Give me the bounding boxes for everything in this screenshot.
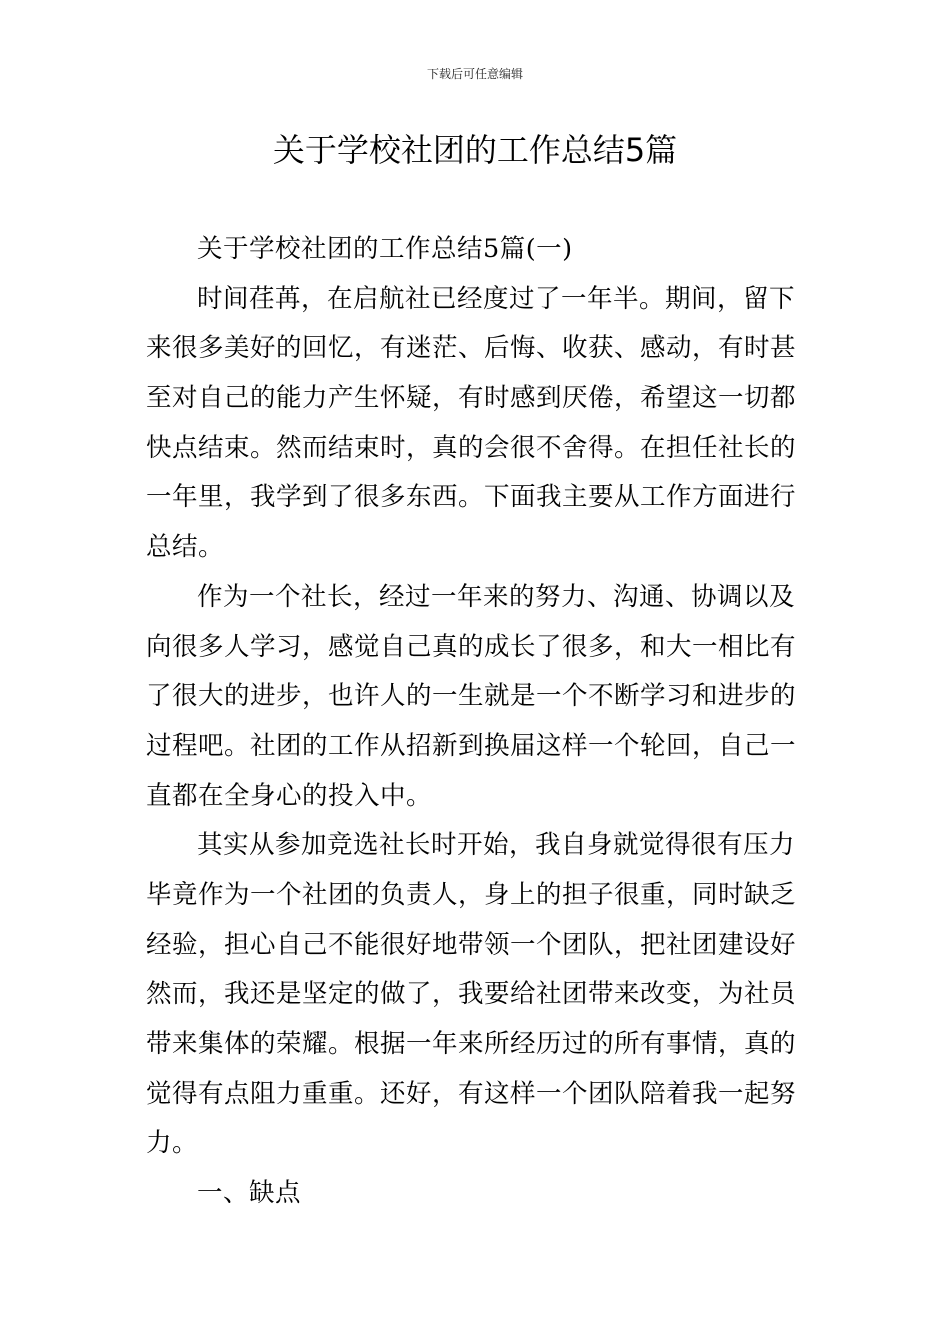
paragraph-line: 了很大的进步，也许人的一生就是一个不断学习和进步的 — [146, 681, 797, 712]
page-header-note: 下载后可任意编辑 — [426, 67, 523, 81]
paragraph-2 — [146, 573, 806, 821]
document-body — [146, 225, 806, 1219]
paragraph-line: 然而，我还是坚定的做了，我要给社团带来改变，为社员 — [146, 979, 797, 1010]
paragraph-line: 快点结束。然而结束时，真的会很不舍得。在担任社长的 — [146, 432, 797, 463]
section-heading: 一、缺点 — [197, 1178, 302, 1209]
paragraph-line: 向很多人学习，感觉自己真的成长了很多，和大一相比有 — [146, 631, 797, 662]
paragraph-1 — [146, 275, 806, 573]
paragraph-line: 其实从参加竞选社长时开始，我自身就觉得很有压力 — [197, 830, 796, 861]
paragraph-line: 直都在全身心的投入中。 — [146, 780, 433, 811]
paragraph-line: 毕竟作为一个社团的负责人，身上的担子很重，同时缺乏 — [146, 879, 797, 910]
paragraph-line: 时间荏苒，在启航社已经度过了一年半。期间，留下 — [197, 283, 796, 314]
paragraph-line: 觉得有点阻力重重。还好，有这样一个团队陪着我一起努 — [146, 1078, 797, 1109]
subtitle: 关于学校社团的工作总结5篇(一) — [197, 234, 573, 264]
paragraph-line: 经验，担心自己不能很好地带领一个团队，把社团建设好 — [146, 929, 797, 960]
paragraph-line: 总结。 — [146, 532, 225, 563]
paragraph-line: 力。 — [146, 1128, 199, 1159]
paragraph-3 — [146, 821, 806, 1169]
paragraph-line: 一年里，我学到了很多东西。下面我主要从工作方面进行 — [146, 482, 797, 513]
document-title: 关于学校社团的工作总结5篇 — [272, 131, 678, 169]
paragraph-line: 带来集体的荣耀。根据一年来所经历过的所有事情，真的 — [146, 1029, 797, 1059]
paragraph-line: 作为一个社长，经过一年来的努力、沟通、协调以及 — [197, 581, 796, 612]
paragraph-line: 至对自己的能力产生怀疑，有时感到厌倦，希望这一切都 — [146, 383, 797, 414]
paragraph-line: 来很多美好的回忆，有迷茫、后悔、收获、感动，有时甚 — [146, 333, 797, 364]
paragraph-line: 过程吧。社团的工作从招新到换届这样一个轮回，自己一 — [146, 730, 797, 761]
